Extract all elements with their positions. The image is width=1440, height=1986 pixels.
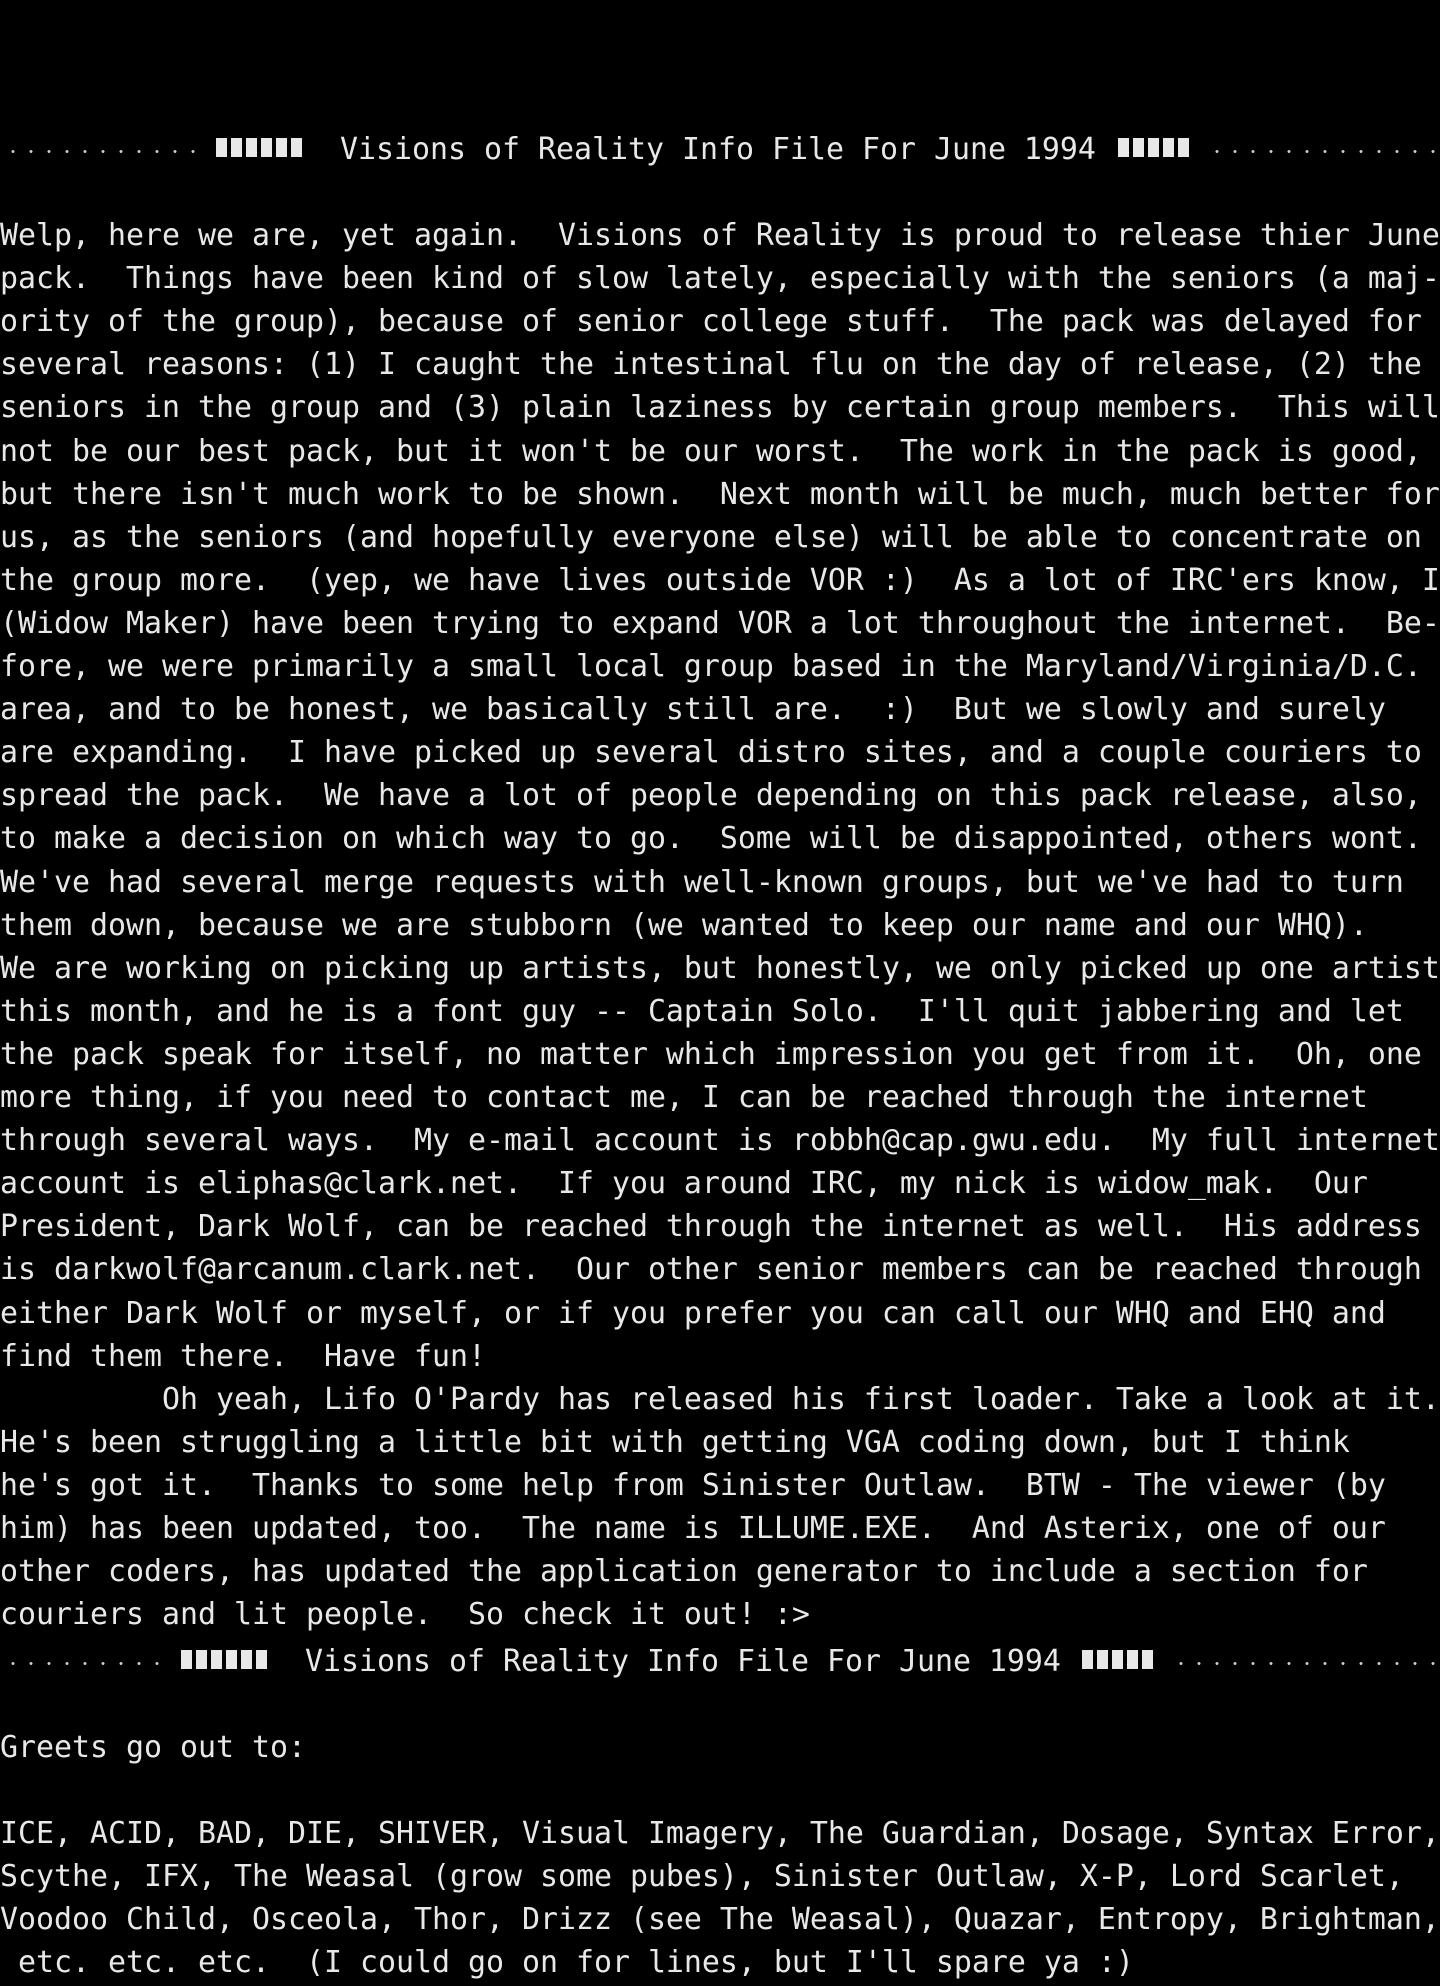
greets-line: ICE, ACID, BAD, DIE, SHIVER, Visual Imagery, The Guardian, Dosage, Syntax Error, — [0, 1816, 1440, 1851]
body-line: but there isn't much work to be shown. Next month will be much, much better for — [0, 477, 1440, 512]
body-line: account is eliphas@clark.net. If you around IRC, my nick is widow_mak. Our — [0, 1166, 1368, 1201]
body-line: pack. Things have been kind of slow lately, especially with the seniors (a maj- — [0, 261, 1440, 296]
body-line: area, and to be honest, we basically still are. :) But we slowly and surely — [0, 692, 1386, 727]
body-line: either Dark Wolf or myself, or if you prefer you can call our WHQ and EHQ and — [0, 1296, 1386, 1331]
body-line: We've had several merge requests with well-known groups, but we've had to turn — [0, 865, 1404, 900]
body-line: find them there. Have fun! — [0, 1339, 486, 1374]
body-line: seniors in the group and (3) plain laziness by certain group members. This will — [0, 390, 1440, 425]
footer-separator — [0, 1640, 1440, 1683]
body-line: spread the pack. We have a lot of people depending on this pack release, also, — [0, 778, 1422, 813]
body-line: is darkwolf@arcanum.clark.net. Our other senior members can be reached through — [0, 1252, 1422, 1287]
body-line: Welp, here we are, yet again. Visions of Reality is proud to release thier June — [0, 218, 1440, 253]
body-line: He's been struggling a little bit with getting VGA coding down, but I think — [0, 1425, 1350, 1460]
body-line: President, Dark Wolf, can be reached through the internet as well. His address — [0, 1209, 1422, 1244]
separator-blocks-left — [216, 138, 302, 157]
body-line: not be our best pack, but it won't be our worst. The work in the pack is good, — [0, 434, 1422, 469]
body-line: We are working on picking up artists, but honestly, we only picked up one artist — [0, 951, 1440, 986]
body-line: them down, because we are stubborn (we wanted to keep our name and our WHQ). — [0, 908, 1368, 943]
separator-dots-left — [4, 1640, 172, 1683]
separator-dots-right — [1172, 1640, 1440, 1683]
body-line: the pack speak for itself, no matter which impression you get from it. Oh, one — [0, 1037, 1422, 1072]
greets-line: etc. etc. etc. (I could go on for lines, but I'll spare ya :) — [0, 1945, 1134, 1980]
separator-dots-right — [1208, 128, 1440, 171]
body-line: us, as the seniors (and hopefully everyone else) will be able to concentrate on — [0, 520, 1422, 555]
separator-dots-left — [4, 128, 208, 171]
body-line: Oh yeah, Lifo O'Pardy has released his first loader. Take a look at it. — [0, 1382, 1440, 1417]
body-line: fore, we were primarily a small local group based in the Maryland/Virginia/D.C. — [0, 649, 1422, 684]
body-line: ority of the group), because of senior college stuff. The pack was delayed for — [0, 304, 1422, 339]
body-line: this month, and he is a font guy -- Captain Solo. I'll quit jabbering and let — [0, 994, 1404, 1029]
header-separator-title: Visions of Reality Info File For June 1994 — [340, 132, 1096, 167]
header-separator — [0, 128, 1440, 171]
body-line: (Widow Maker) have been trying to expand VOR a lot throughout the internet. Be- — [0, 606, 1440, 641]
greets-line: Scythe, IFX, The Weasal (grow some pubes), Sinister Outlaw, X-P, Lord Scarlet, — [0, 1859, 1404, 1894]
body-line: the group more. (yep, we have lives outside VOR :) As a lot of IRC'ers know, I — [0, 563, 1440, 598]
body-line: several reasons: (1) I caught the intestinal flu on the day of release, (2) the — [0, 347, 1422, 382]
separator-blocks-right — [1118, 138, 1189, 157]
body-line: him) has been updated, too. The name is ILLUME.EXE. And Asterix, one of our — [0, 1511, 1386, 1546]
body-line: couriers and lit people. So check it out! :> — [0, 1597, 810, 1632]
greets-heading: Greets go out to: — [0, 1730, 306, 1765]
separator-blocks-left — [181, 1650, 267, 1669]
body-line: through several ways. My e-mail account is robbh@cap.gwu.edu. My full internet — [0, 1123, 1440, 1158]
body-line: other coders, has updated the application generator to include a section for — [0, 1554, 1368, 1589]
footer-separator-title: Visions of Reality Info File For June 1994 — [305, 1644, 1061, 1679]
body-line: to make a decision on which way to go. Some will be disappointed, others wont. — [0, 821, 1422, 856]
body-line: he's got it. Thanks to some help from Sinister Outlaw. BTW - The viewer (by — [0, 1468, 1386, 1503]
greets-line: Voodoo Child, Osceola, Thor, Drizz (see The Weasal), Quazar, Entropy, Brightman, — [0, 1902, 1440, 1937]
separator-blocks-right — [1082, 1650, 1153, 1669]
body-line: are expanding. I have picked up several distro sites, and a couple couriers to — [0, 735, 1422, 770]
body-line: more thing, if you need to contact me, I can be reached through the internet — [0, 1080, 1368, 1115]
